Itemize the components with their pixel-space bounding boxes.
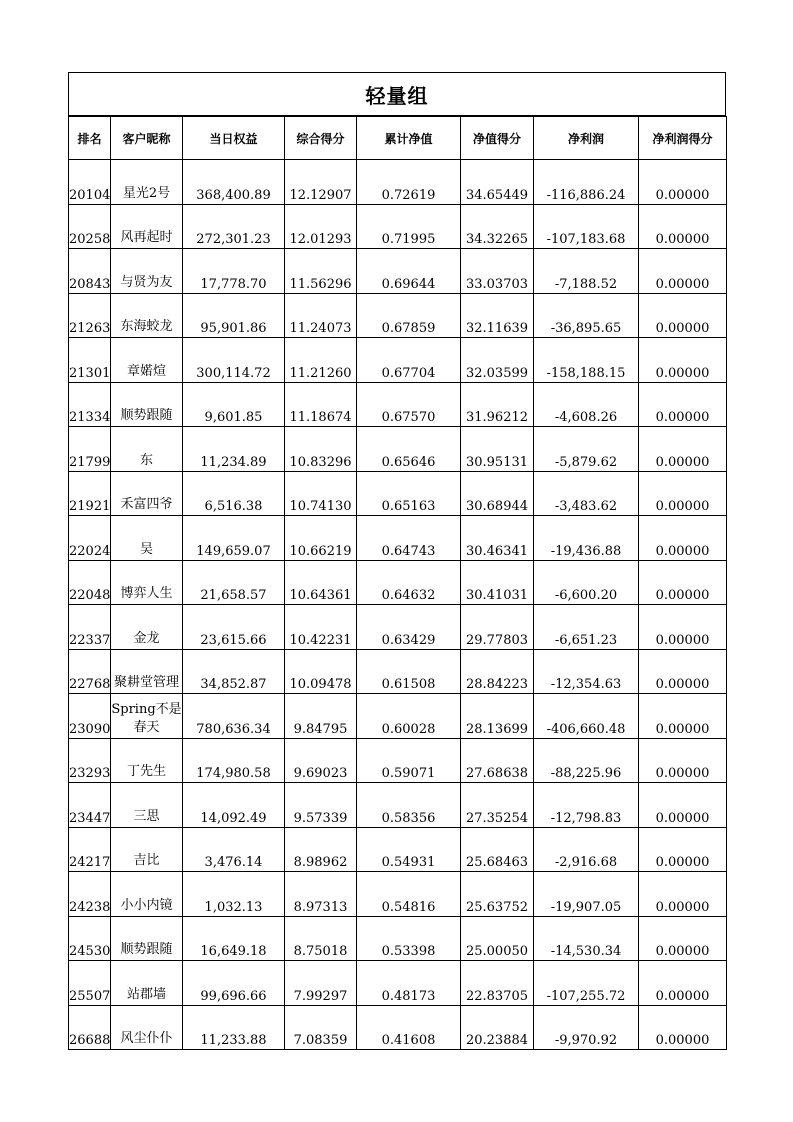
- cell-net-profit-score: 0.00000: [639, 338, 727, 383]
- cell-nickname: 风再起时: [111, 204, 183, 249]
- cell-rank: 23090: [69, 694, 111, 739]
- header-net-profit: 净利润: [534, 117, 639, 160]
- cell-total-score: 11.24073: [285, 293, 357, 338]
- cell-rank: 21301: [69, 338, 111, 383]
- cell-equity: 1,032.13: [183, 872, 285, 917]
- cell-total-score: 8.98962: [285, 827, 357, 872]
- cell-nav-score: 25.68463: [461, 827, 534, 872]
- cell-net-profit-score: 0.00000: [639, 872, 727, 917]
- cell-net-profit-score: 0.00000: [639, 471, 727, 516]
- cell-equity: 174,980.58: [183, 738, 285, 783]
- cell-nickname: 风尘仆仆: [111, 1005, 183, 1050]
- cell-equity: 368,400.89: [183, 160, 285, 205]
- cell-nav-score: 22.83705: [461, 961, 534, 1006]
- header-rank: 排名: [69, 117, 111, 160]
- cell-rank: 21921: [69, 471, 111, 516]
- cell-rank: 22048: [69, 560, 111, 605]
- cell-nav-score: 28.84223: [461, 649, 534, 694]
- cell-rank: 24238: [69, 872, 111, 917]
- cell-nickname: 小小内镜: [111, 872, 183, 917]
- header-cumulative-nav: 累计净值: [357, 117, 461, 160]
- header-nickname: 客户昵称: [111, 117, 183, 160]
- table-row: [69, 160, 727, 205]
- table-row: [69, 249, 727, 294]
- cell-nav-score: 27.35254: [461, 783, 534, 828]
- cell-net-profit-score: 0.00000: [639, 916, 727, 961]
- cell-net-profit-score: 0.00000: [639, 1005, 727, 1050]
- cell-nickname: 聚耕堂管理: [111, 649, 183, 694]
- cell-rank: 23293: [69, 738, 111, 783]
- cell-net-profit: -116,886.24: [534, 160, 639, 205]
- cell-equity: 9,601.85: [183, 382, 285, 427]
- cell-nav-score: 33.03703: [461, 249, 534, 294]
- cell-nickname: 章婼煊: [111, 338, 183, 383]
- cell-rank: 20843: [69, 249, 111, 294]
- table-row: [69, 427, 727, 472]
- table-row: [69, 827, 727, 872]
- cell-rank: 25507: [69, 961, 111, 1006]
- cell-equity: 34,852.87: [183, 649, 285, 694]
- cell-net-profit: -19,436.88: [534, 516, 639, 561]
- cell-equity: 17,778.70: [183, 249, 285, 294]
- cell-nav-score: 30.95131: [461, 427, 534, 472]
- cell-net-profit: -12,798.83: [534, 783, 639, 828]
- cell-equity: 99,696.66: [183, 961, 285, 1006]
- table-row: [69, 338, 727, 383]
- cell-cumulative-nav: 0.71995: [357, 204, 461, 249]
- table-row: [69, 293, 727, 338]
- cell-net-profit-score: 0.00000: [639, 783, 727, 828]
- cell-total-score: 7.08359: [285, 1005, 357, 1050]
- table-row: [69, 560, 727, 605]
- cell-nickname: 三思: [111, 783, 183, 828]
- cell-net-profit-score: 0.00000: [639, 427, 727, 472]
- cell-net-profit-score: 0.00000: [639, 516, 727, 561]
- cell-net-profit: -6,651.23: [534, 605, 639, 650]
- cell-equity: 6,516.38: [183, 471, 285, 516]
- cell-rank: 24217: [69, 827, 111, 872]
- cell-net-profit-score: 0.00000: [639, 560, 727, 605]
- table-row: [69, 516, 727, 561]
- cell-nickname: 星光2号: [111, 160, 183, 205]
- cell-nickname: 与贤为友: [111, 249, 183, 294]
- cell-nickname: 丁先生: [111, 738, 183, 783]
- cell-cumulative-nav: 0.64632: [357, 560, 461, 605]
- cell-net-profit: -9,970.92: [534, 1005, 639, 1050]
- table-row: [69, 916, 727, 961]
- cell-nav-score: 31.96212: [461, 382, 534, 427]
- cell-nickname: 东: [111, 427, 183, 472]
- cell-net-profit: -3,483.62: [534, 471, 639, 516]
- header-net-profit-score: 净利润得分: [639, 117, 727, 160]
- cell-cumulative-nav: 0.65163: [357, 471, 461, 516]
- cell-net-profit: -36,895.65: [534, 293, 639, 338]
- cell-nickname: 博弈人生: [111, 560, 183, 605]
- cell-equity: 780,636.34: [183, 694, 285, 739]
- cell-nickname: 顺势跟随: [111, 382, 183, 427]
- cell-nickname: 站郡墙: [111, 961, 183, 1006]
- header-equity: 当日权益: [183, 117, 285, 160]
- cell-equity: 11,233.88: [183, 1005, 285, 1050]
- cell-nav-score: 29.77803: [461, 605, 534, 650]
- cell-net-profit: -158,188.15: [534, 338, 639, 383]
- cell-nav-score: 30.68944: [461, 471, 534, 516]
- header-nav-score: 净值得分: [461, 117, 534, 160]
- cell-nav-score: 25.63752: [461, 872, 534, 917]
- cell-cumulative-nav: 0.54931: [357, 827, 461, 872]
- cell-rank: 20258: [69, 204, 111, 249]
- cell-equity: 23,615.66: [183, 605, 285, 650]
- cell-cumulative-nav: 0.72619: [357, 160, 461, 205]
- cell-net-profit-score: 0.00000: [639, 827, 727, 872]
- ranking-table: [68, 116, 727, 1050]
- cell-total-score: 11.56296: [285, 249, 357, 294]
- title-row: [68, 72, 726, 116]
- cell-total-score: 10.42231: [285, 605, 357, 650]
- cell-nav-score: 32.11639: [461, 293, 534, 338]
- cell-net-profit-score: 0.00000: [639, 293, 727, 338]
- cell-net-profit: -2,916.68: [534, 827, 639, 872]
- cell-nickname: 东海蛟龙: [111, 293, 183, 338]
- cell-cumulative-nav: 0.53398: [357, 916, 461, 961]
- table-row: [69, 961, 727, 1006]
- cell-net-profit: -107,255.72: [534, 961, 639, 1006]
- cell-total-score: 12.01293: [285, 204, 357, 249]
- cell-net-profit: -406,660.48: [534, 694, 639, 739]
- cell-total-score: 8.97313: [285, 872, 357, 917]
- cell-cumulative-nav: 0.61508: [357, 649, 461, 694]
- table-row: [69, 738, 727, 783]
- cell-net-profit-score: 0.00000: [639, 961, 727, 1006]
- cell-nav-score: 20.23884: [461, 1005, 534, 1050]
- cell-total-score: 8.75018: [285, 916, 357, 961]
- cell-rank: 22337: [69, 605, 111, 650]
- cell-net-profit-score: 0.00000: [639, 204, 727, 249]
- cell-cumulative-nav: 0.67704: [357, 338, 461, 383]
- cell-nickname: Spring不是春天: [111, 694, 183, 739]
- cell-equity: 11,234.89: [183, 427, 285, 472]
- cell-net-profit: -6,600.20: [534, 560, 639, 605]
- cell-nickname: 禾富四爷: [111, 471, 183, 516]
- cell-cumulative-nav: 0.41608: [357, 1005, 461, 1050]
- table-row: [69, 204, 727, 249]
- cell-nav-score: 32.03599: [461, 338, 534, 383]
- cell-cumulative-nav: 0.67570: [357, 382, 461, 427]
- cell-equity: 3,476.14: [183, 827, 285, 872]
- cell-cumulative-nav: 0.65646: [357, 427, 461, 472]
- table-row: [69, 382, 727, 427]
- cell-net-profit: -14,530.34: [534, 916, 639, 961]
- table-body: [69, 160, 727, 1050]
- cell-equity: 272,301.23: [183, 204, 285, 249]
- cell-nav-score: 30.46341: [461, 516, 534, 561]
- cell-nickname: 吉比: [111, 827, 183, 872]
- cell-rank: 20104: [69, 160, 111, 205]
- cell-nav-score: 34.32265: [461, 204, 534, 249]
- cell-total-score: 9.69023: [285, 738, 357, 783]
- cell-net-profit: -5,879.62: [534, 427, 639, 472]
- cell-total-score: 9.57339: [285, 783, 357, 828]
- cell-total-score: 10.64361: [285, 560, 357, 605]
- cell-net-profit-score: 0.00000: [639, 694, 727, 739]
- cell-nav-score: 34.65449: [461, 160, 534, 205]
- cell-nickname: 顺势跟随: [111, 916, 183, 961]
- cell-rank: 21799: [69, 427, 111, 472]
- cell-net-profit-score: 0.00000: [639, 649, 727, 694]
- cell-net-profit-score: 0.00000: [639, 382, 727, 427]
- cell-total-score: 7.99297: [285, 961, 357, 1006]
- cell-cumulative-nav: 0.54816: [357, 872, 461, 917]
- table-row: [69, 783, 727, 828]
- cell-net-profit: -107,183.68: [534, 204, 639, 249]
- cell-total-score: 11.21260: [285, 338, 357, 383]
- cell-total-score: 10.74130: [285, 471, 357, 516]
- cell-total-score: 10.83296: [285, 427, 357, 472]
- cell-net-profit-score: 0.00000: [639, 249, 727, 294]
- table-row: [69, 471, 727, 516]
- ranking-sheet: [68, 72, 726, 1050]
- cell-total-score: 12.12907: [285, 160, 357, 205]
- cell-cumulative-nav: 0.69644: [357, 249, 461, 294]
- cell-rank: 26688: [69, 1005, 111, 1050]
- cell-nav-score: 28.13699: [461, 694, 534, 739]
- cell-equity: 14,092.49: [183, 783, 285, 828]
- cell-cumulative-nav: 0.58356: [357, 783, 461, 828]
- cell-net-profit: -19,907.05: [534, 872, 639, 917]
- table-row: [69, 872, 727, 917]
- cell-net-profit: -4,608.26: [534, 382, 639, 427]
- cell-equity: 149,659.07: [183, 516, 285, 561]
- cell-rank: 21263: [69, 293, 111, 338]
- cell-equity: 95,901.86: [183, 293, 285, 338]
- cell-rank: 22024: [69, 516, 111, 561]
- cell-net-profit: -88,225.96: [534, 738, 639, 783]
- cell-total-score: 11.18674: [285, 382, 357, 427]
- table-row: [69, 1005, 727, 1050]
- cell-nav-score: 25.00050: [461, 916, 534, 961]
- table-row: [69, 605, 727, 650]
- cell-total-score: 10.09478: [285, 649, 357, 694]
- cell-cumulative-nav: 0.67859: [357, 293, 461, 338]
- cell-cumulative-nav: 0.60028: [357, 694, 461, 739]
- cell-nickname: 金龙: [111, 605, 183, 650]
- cell-net-profit-score: 0.00000: [639, 738, 727, 783]
- cell-net-profit-score: 0.00000: [639, 160, 727, 205]
- cell-nickname: 吴: [111, 516, 183, 561]
- cell-total-score: 10.66219: [285, 516, 357, 561]
- cell-net-profit: -12,354.63: [534, 649, 639, 694]
- cell-nav-score: 27.68638: [461, 738, 534, 783]
- cell-cumulative-nav: 0.59071: [357, 738, 461, 783]
- cell-rank: 23447: [69, 783, 111, 828]
- header-row: [69, 117, 727, 160]
- cell-rank: 21334: [69, 382, 111, 427]
- cell-net-profit: -7,188.52: [534, 249, 639, 294]
- cell-cumulative-nav: 0.63429: [357, 605, 461, 650]
- table-row: [69, 649, 727, 694]
- cell-equity: 300,114.72: [183, 338, 285, 383]
- cell-total-score: 9.84795: [285, 694, 357, 739]
- header-total-score: 综合得分: [285, 117, 357, 160]
- sheet-title: 轻量组: [365, 83, 429, 108]
- cell-equity: 16,649.18: [183, 916, 285, 961]
- table-row: [69, 694, 727, 739]
- cell-nav-score: 30.41031: [461, 560, 534, 605]
- cell-cumulative-nav: 0.64743: [357, 516, 461, 561]
- cell-net-profit-score: 0.00000: [639, 605, 727, 650]
- cell-equity: 21,658.57: [183, 560, 285, 605]
- cell-rank: 24530: [69, 916, 111, 961]
- cell-cumulative-nav: 0.48173: [357, 961, 461, 1006]
- cell-rank: 22768: [69, 649, 111, 694]
